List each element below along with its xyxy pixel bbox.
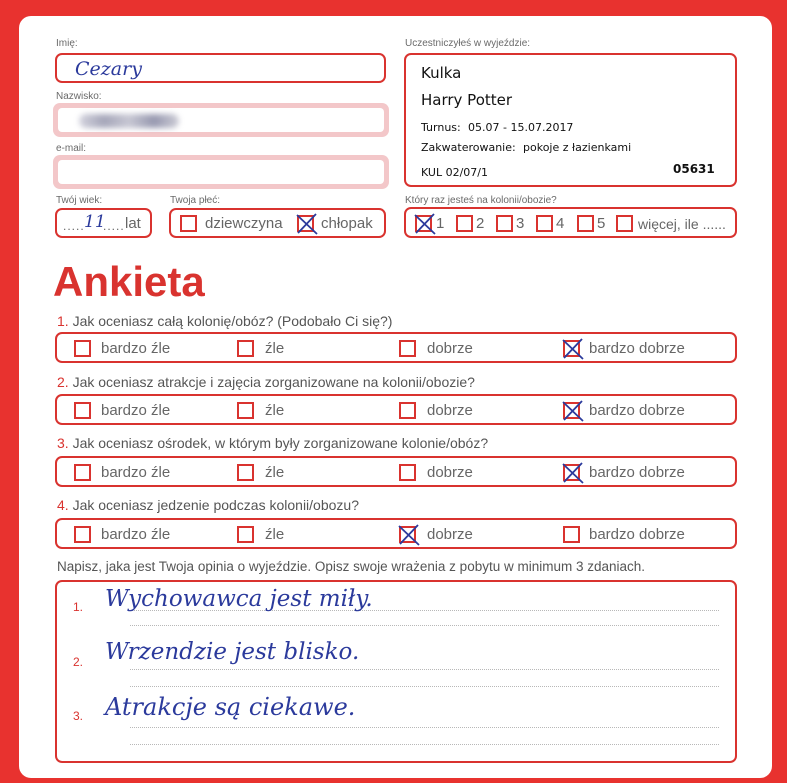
q4-zle-checkbox[interactable] xyxy=(237,526,254,543)
age-label: Twój wiek: xyxy=(56,195,103,206)
q4-bardzo-zle-label: bardzo źle xyxy=(101,526,171,543)
question-4-title: 4. Jak oceniasz jedzenie podczas kolonii/obozu? xyxy=(57,497,359,513)
email-label: e-mail: xyxy=(56,143,87,154)
q2-zle-checkbox[interactable] xyxy=(237,402,254,419)
email-field[interactable] xyxy=(53,155,389,189)
question-1-title: 1. Jak oceniasz całą kolonię/obóz? (Podobało Ci się?) xyxy=(57,313,393,329)
checkmark-x-icon xyxy=(413,212,437,236)
times-more-label: więcej, ile ...... xyxy=(638,216,726,232)
times-5-checkbox[interactable] xyxy=(577,215,594,232)
opinion-line-1: Wychowawca jest miły. xyxy=(105,586,373,612)
q4-dobrze-label: dobrze xyxy=(427,526,473,543)
times-2-checkbox[interactable] xyxy=(456,215,473,232)
age-value: 11 xyxy=(84,212,106,232)
housing-value: pokoje z łazienkami xyxy=(523,141,632,154)
opinion-line-2-num: 2. xyxy=(73,655,84,669)
times-group xyxy=(404,207,737,238)
question-4-options xyxy=(55,518,737,549)
question-3-title: 3. Jak oceniasz ośrodek, w którym były zorganizowane kolonie/obóz? xyxy=(57,435,489,451)
checkmark-x-icon xyxy=(561,461,585,485)
q1-bardzo-zle-label: bardzo źle xyxy=(101,340,171,357)
question-2-title: 2. Jak oceniasz atrakcje i zajęcia zorganizowane na kolonii/obozie? xyxy=(57,374,475,390)
q4-bardzo-zle-checkbox[interactable] xyxy=(74,526,91,543)
q3-dobrze-checkbox[interactable] xyxy=(399,464,416,481)
turnus-label: Turnus: xyxy=(421,121,461,134)
q2-zle-label: źle xyxy=(265,402,285,419)
q1-zle-label: źle xyxy=(265,340,285,357)
camp-number: 05631 xyxy=(673,162,715,176)
gender-label: Twoja płeć: xyxy=(170,195,221,206)
name-field[interactable] xyxy=(55,53,386,83)
name-label: Imię: xyxy=(56,38,78,49)
times-4-checkbox[interactable] xyxy=(536,215,553,232)
times-1-checkbox[interactable] xyxy=(415,215,432,232)
checkmark-x-icon xyxy=(397,523,421,547)
q2-bardzo-zle-label: bardzo źle xyxy=(101,402,171,419)
gender-boy-label: chłopak xyxy=(321,215,373,232)
q3-bardzo-zle-label: bardzo źle xyxy=(101,464,171,481)
opinion-line-1-num: 1. xyxy=(73,600,84,614)
q4-zle-label: źle xyxy=(265,526,285,543)
q1-bardzo-dobrze-label: bardzo dobrze xyxy=(589,340,685,357)
q3-zle-label: źle xyxy=(265,464,285,481)
opinion-line-3-num: 3. xyxy=(73,709,84,723)
q2-bardzo-dobrze-checkbox[interactable] xyxy=(563,402,580,419)
opinion-line-3: Atrakcje są ciekawe. xyxy=(105,693,356,721)
name-value: Cezary xyxy=(75,58,142,80)
camp-line2: Harry Potter xyxy=(421,91,513,109)
checkmark-x-icon xyxy=(561,337,585,361)
times-2-label: 2 xyxy=(476,215,485,232)
surname-field[interactable] xyxy=(53,103,389,137)
q2-dobrze-label: dobrze xyxy=(427,402,473,419)
q1-bardzo-zle-checkbox[interactable] xyxy=(74,340,91,357)
q1-bardzo-dobrze-checkbox[interactable] xyxy=(563,340,580,357)
surname-label: Nazwisko: xyxy=(56,91,102,102)
times-more-checkbox[interactable] xyxy=(616,215,633,232)
age-suffix: lat xyxy=(125,215,141,232)
gender-group xyxy=(169,208,386,238)
q1-dobrze-label: dobrze xyxy=(427,340,473,357)
times-3-checkbox[interactable] xyxy=(496,215,513,232)
gender-girl-checkbox[interactable] xyxy=(180,215,197,232)
question-3-options xyxy=(55,456,737,487)
survey-title: Ankieta xyxy=(53,258,205,305)
age-field[interactable]: ..... 11 ..... lat xyxy=(55,208,152,238)
housing-label: Zakwaterowanie: xyxy=(421,141,516,154)
camp-info-box xyxy=(404,53,737,187)
times-label: Który raz jesteś na kolonii/obozie? xyxy=(405,195,557,206)
q4-bardzo-dobrze-checkbox[interactable] xyxy=(563,526,580,543)
q4-bardzo-dobrze-label: bardzo dobrze xyxy=(589,526,685,543)
question-1-options xyxy=(55,332,737,363)
times-1-label: 1 xyxy=(436,215,445,232)
participant-label: Uczestniczyłeś w wyjeździe: xyxy=(405,38,531,49)
q1-dobrze-checkbox[interactable] xyxy=(399,340,416,357)
gender-girl-label: dziewczyna xyxy=(205,215,283,232)
q3-bardzo-zle-checkbox[interactable] xyxy=(74,464,91,481)
q3-bardzo-dobrze-checkbox[interactable] xyxy=(563,464,580,481)
q3-dobrze-label: dobrze xyxy=(427,464,473,481)
opinion-line-2: Wrzendzie jest blisko. xyxy=(105,639,360,665)
camp-line1: Kulka xyxy=(421,64,462,82)
turnus-value: 05.07 - 15.07.2017 xyxy=(468,121,574,134)
q3-bardzo-dobrze-label: bardzo dobrze xyxy=(589,464,685,481)
times-3-label: 3 xyxy=(516,215,525,232)
survey-sheet xyxy=(19,16,772,778)
question-2-options xyxy=(55,394,737,425)
q4-dobrze-checkbox[interactable] xyxy=(399,526,416,543)
gender-boy-checkbox[interactable] xyxy=(297,215,314,232)
q3-zle-checkbox[interactable] xyxy=(237,464,254,481)
q2-dobrze-checkbox[interactable] xyxy=(399,402,416,419)
opinion-box[interactable] xyxy=(55,580,737,763)
q2-bardzo-zle-checkbox[interactable] xyxy=(74,402,91,419)
opinion-prompt: Napisz, jaka jest Twoja opinia o wyjeździe. Opisz swoje wrażenia z pobytu w minimum 3 zdaniach. xyxy=(57,559,646,574)
q1-zle-checkbox[interactable] xyxy=(237,340,254,357)
q2-bardzo-dobrze-label: bardzo dobrze xyxy=(589,402,685,419)
times-4-label: 4 xyxy=(556,215,565,232)
camp-code: KUL 02/07/1 xyxy=(421,166,488,179)
times-5-label: 5 xyxy=(597,215,606,232)
checkmark-x-icon xyxy=(295,212,319,236)
redacted-surname xyxy=(79,114,179,128)
checkmark-x-icon xyxy=(561,399,585,423)
